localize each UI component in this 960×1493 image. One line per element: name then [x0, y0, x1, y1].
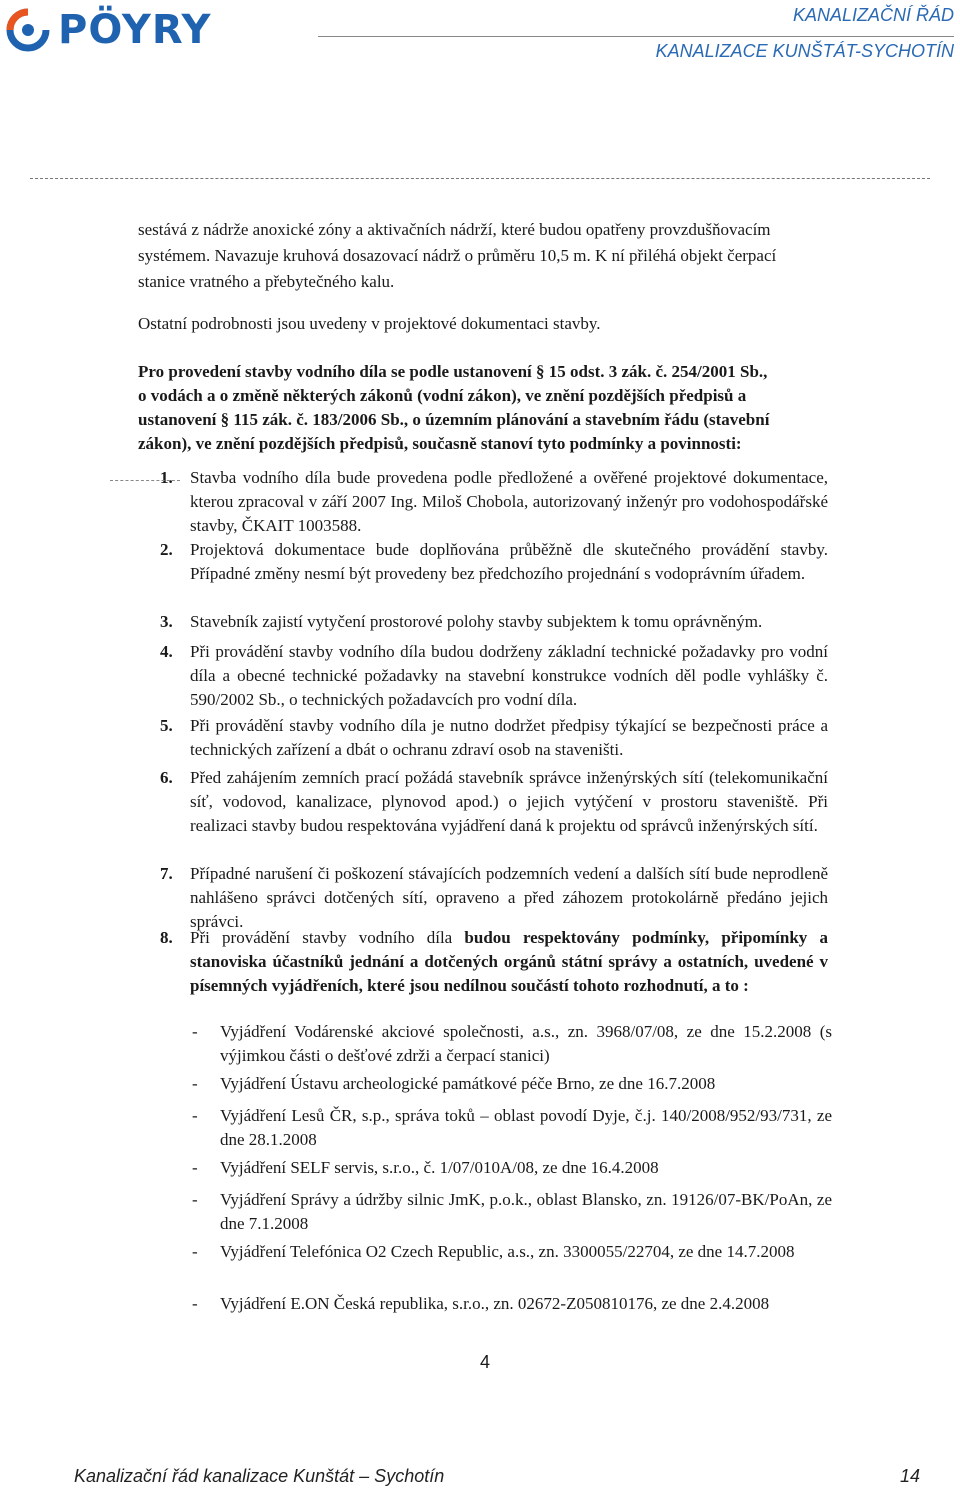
dash-bullet: -	[192, 1022, 198, 1041]
item8-bold: budou respektovány podmínky, připomínky a stanoviska účastníků jednání a dotčených orgánů státní správy a ostatních, uvedené v písemných vyjádřeních, které jsou nedílnou součástí tohoto rozhodnutí, a to :	[190, 928, 828, 995]
statement-text: Vyjádření Telefónica O2 Czech Republic, a.s., zn. 3300055/22704, ze dne 14.7.2008	[220, 1242, 795, 1261]
item-text: Případné narušení či poškození stávajících podzemních vedení a dalších sítí bude neprodleně nahlášeno správci dotčených sítí, opraveno a před záhozem protokolárně předáno jejich správci.	[190, 864, 828, 931]
condition-item	[160, 538, 828, 586]
statement-item	[192, 1104, 832, 1152]
condition-item-8	[160, 926, 828, 998]
item-number: 6.	[160, 768, 173, 787]
condition-item	[160, 610, 828, 634]
item-number: 1.	[160, 468, 173, 487]
intro-line-1: sestává z nádrže anoxické zóny a aktivačních nádrží, které budou opatřeny provzdušňovacím	[138, 220, 771, 239]
decision-line-4: zákon), ve znění pozdějších předpisů, současně stanoví tyto podmínky a povinnosti:	[138, 434, 742, 453]
condition-item	[160, 766, 828, 838]
statement-item	[192, 1156, 832, 1180]
dash-bullet: -	[192, 1190, 198, 1209]
statement-item	[192, 1020, 832, 1068]
document-header	[656, 4, 954, 62]
item-number: 7.	[160, 864, 173, 883]
decision-line-2: o vodách a o změně některých zákonů (vodní zákon), ve znění pozdějších předpisů a	[138, 386, 747, 405]
statement-text: Vyjádření Ústavu archeologické památkové péče Brno, ze dne 16.7.2008	[220, 1074, 716, 1093]
statement-item	[192, 1292, 832, 1316]
item-text: Při provádění stavby vodního díla je nutno dodržet předpisy týkající se bezpečnosti práce a technických zařízení a dbát o ochranu zdraví osob na staveništi.	[190, 716, 828, 759]
statement-text: Vyjádření Lesů ČR, s.p., správa toků – oblast povodí Dyje, č.j. 140/2008/952/93/731, ze dne 28.1.2008	[220, 1106, 832, 1149]
statement-item	[192, 1188, 832, 1236]
statement-text: Vyjádření E.ON Česká republika, s.r.o., zn. 02672-Z050810176, ze dne 2.4.2008	[220, 1294, 770, 1313]
footer-page-number: 14	[899, 1466, 920, 1486]
dash-bullet: -	[192, 1106, 198, 1125]
item-number: 8.	[160, 928, 173, 947]
statement-text: Vyjádření Vodárenské akciové společnosti, a.s., zn. 3968/07/08, ze dne 15.2.2008 (s výjimkou části o dešťové zdrži a čerpací stanici)	[220, 1022, 832, 1065]
statement-text: Vyjádření SELF servis, s.r.o., č. 1/07/010A/08, ze dne 16.4.2008	[220, 1158, 659, 1177]
decision-line-1: Pro provedení stavby vodního díla se podle ustanovení § 15 odst. 3 zák. č. 254/2001 Sb.,	[138, 362, 768, 381]
item-text: Projektová dokumentace bude doplňována průběžně dle skutečného provádění stavby. Případné změny nesmí být provedeny bez předchozího projednání s vodoprávním úřadem.	[190, 540, 828, 583]
dash-bullet: -	[192, 1074, 198, 1093]
item-number: 2.	[160, 540, 173, 559]
item-text: Při provádění stavby vodního díla budou dodrženy základní technické požadavky pro vodní díla a obecné technické požadavky na stavební konstrukce vodních děl podle vyhlášky č. 590/2002 Sb., o technických požadavcích pro vodní díla.	[190, 642, 828, 709]
item-text: Stavebník zajistí vytyčení prostorové polohy stavby subjektem k tomu oprávněným.	[190, 612, 763, 631]
footer-title: Kanalizační řád kanalizace Kunštát – Sychotín	[74, 1466, 445, 1486]
item-text	[190, 926, 828, 998]
dash-bullet: -	[192, 1294, 198, 1313]
condition-item	[160, 466, 828, 538]
intro-line-3: stanice vratného a přebytečného kalu.	[138, 272, 395, 291]
dash-bullet: -	[192, 1158, 198, 1177]
item-number: 4.	[160, 642, 173, 661]
item-number: 3.	[160, 612, 173, 631]
poyry-logo	[4, 6, 211, 54]
statement-item	[192, 1072, 832, 1096]
header-rule	[318, 36, 954, 37]
poyry-logo-icon	[4, 8, 52, 52]
logo-text: PÖYRY	[58, 7, 212, 53]
decision-line-3: ustanovení § 115 zák. č. 183/2006 Sb., o územním plánování a stavebním řádu (stavební	[138, 410, 770, 429]
item-text: Stavba vodního díla bude provedena podle předložené a ověřené projektové dokumentace, kterou zpracoval v září 2007 Ing. Miloš Chobola, autorizovaný inženýr pro vodohospodářské stavby, ČKAIT 1003588.	[190, 468, 828, 535]
other-details: Ostatní podrobnosti jsou uvedeny v projektové dokumentaci stavby.	[138, 314, 601, 333]
scanned-page-number: 4	[480, 1352, 491, 1372]
item-number: 5.	[160, 716, 173, 735]
scan-divider	[30, 178, 930, 179]
item-text: Před zahájením zemních prací požádá stavebník správce inženýrských sítí (telekomunikační síť, vodovod, kanalizace, plynovod apod.) o jejich vytýčení v prostoru staveniště. Při realizaci stavby budou respektována vyjádření daná k projektu od správců inženýrských sítí.	[190, 768, 828, 835]
header-title-line1: KANALIZAČNÍ ŘÁD	[792, 5, 954, 25]
statement-text: Vyjádření Správy a údržby silnic JmK, p.o.k., oblast Blansko, zn. 19126/07-BK/PoAn, ze dne 7.1.2008	[220, 1190, 832, 1233]
condition-item	[160, 862, 828, 934]
statement-item	[192, 1240, 832, 1264]
item8-lead: Při provádění stavby vodního díla	[190, 928, 465, 947]
condition-item	[160, 640, 828, 712]
dash-bullet: -	[192, 1242, 198, 1261]
header-title-line2: KANALIZACE KUNŠTÁT-SYCHOTÍN	[655, 41, 954, 61]
condition-item	[160, 714, 828, 762]
scan-mark	[110, 480, 180, 481]
intro-line-2: systémem. Navazuje kruhová dosazovací nádrž o průměru 10,5 m. K ní přiléhá objekt čerpací	[138, 246, 777, 265]
